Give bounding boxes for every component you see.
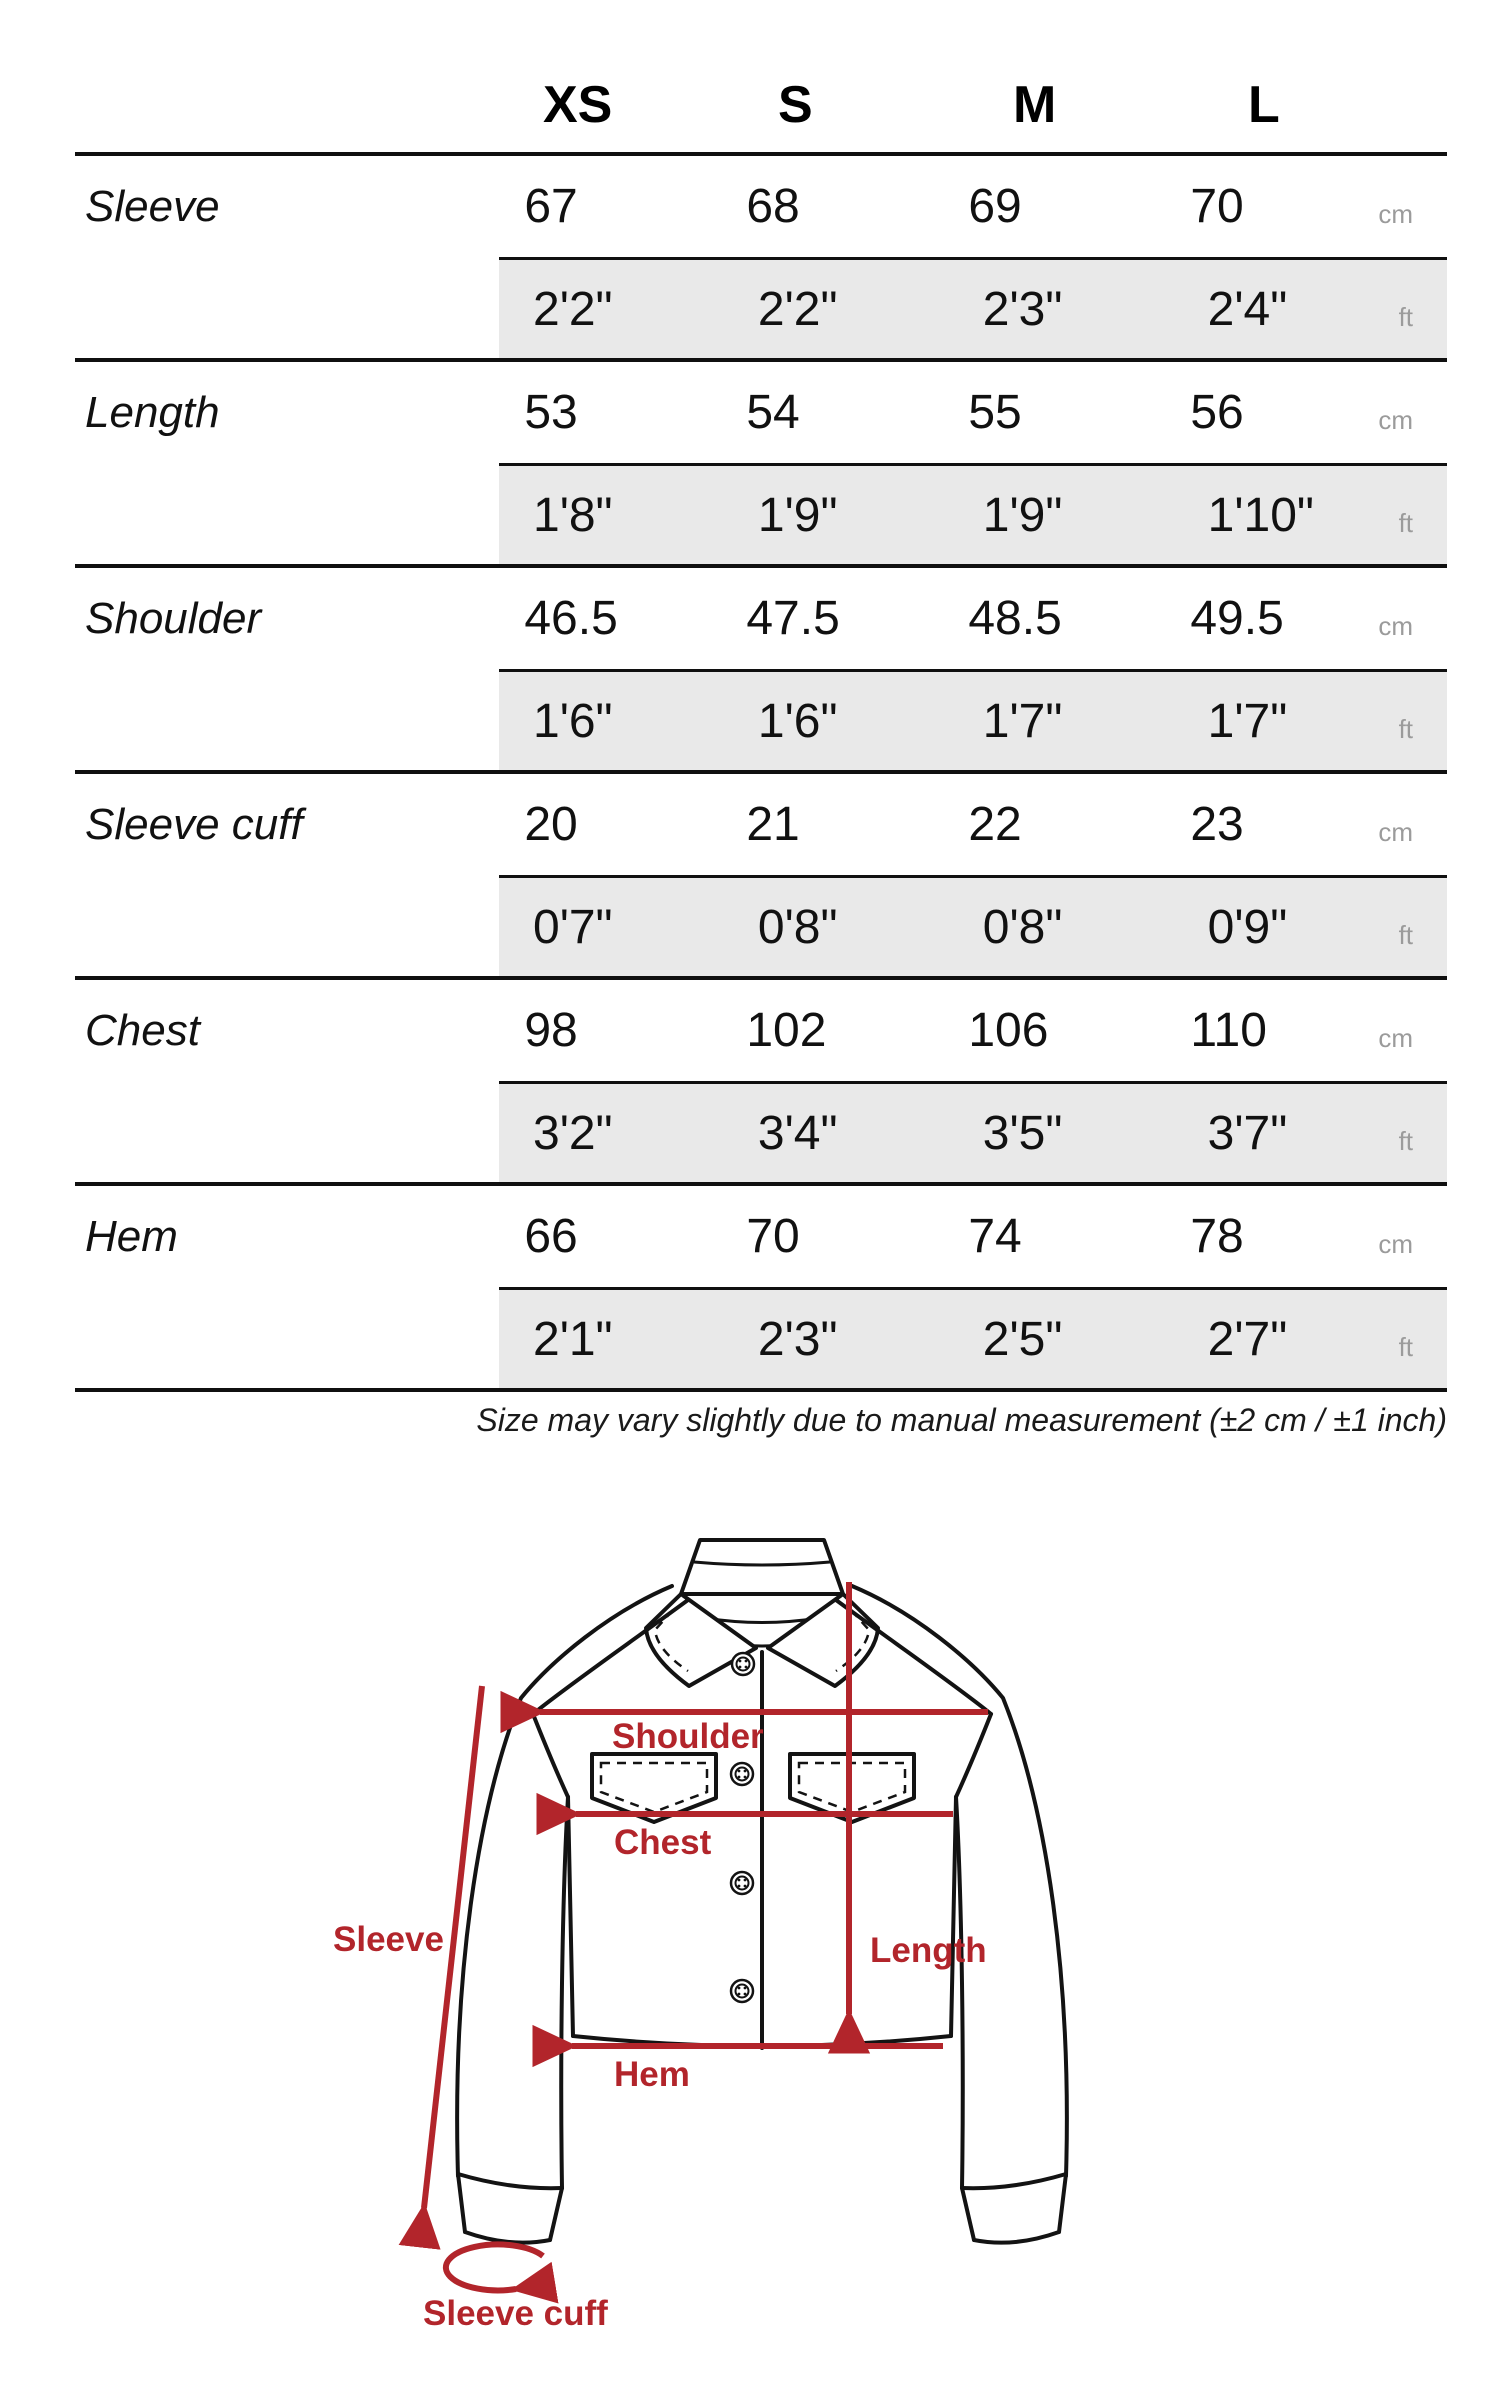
- size-header-s: S: [778, 76, 813, 134]
- cm-value: 53: [524, 386, 578, 439]
- measurement-label: Chest: [85, 1005, 200, 1055]
- cm-value: 110: [1190, 1004, 1267, 1057]
- unit-ft-label: ft: [1398, 507, 1414, 538]
- unit-ft-label: ft: [1398, 301, 1414, 332]
- cm-value: 49.5: [1190, 592, 1284, 645]
- unit-ft-label: ft: [1398, 713, 1414, 744]
- unit-ft-label: ft: [1398, 919, 1414, 950]
- ft-value: 3'5": [982, 1106, 1063, 1160]
- unit-cm-label: cm: [1378, 817, 1414, 847]
- cm-value: 47.5: [746, 592, 840, 645]
- ft-value: 1'7": [982, 694, 1063, 748]
- sleeve-label: Sleeve: [333, 1920, 444, 1959]
- jacket-buttons: [731, 1653, 754, 2002]
- cm-value: 48.5: [968, 592, 1062, 645]
- ft-value: 1'9": [757, 488, 838, 542]
- unit-cm-label: cm: [1378, 1229, 1414, 1259]
- button: [731, 1763, 753, 1785]
- hem-label: Hem: [614, 2055, 690, 2094]
- ft-value: 0'9": [1207, 900, 1288, 954]
- jacket-right-sleeve: [836, 1586, 1067, 2243]
- measurement-label: Length: [85, 387, 220, 437]
- shoulder-label: Shoulder: [612, 1717, 764, 1756]
- cm-value: 106: [968, 1004, 1049, 1057]
- unit-ft-label: ft: [1398, 1331, 1414, 1362]
- cm-value: 46.5: [524, 592, 618, 645]
- ft-value: 2'2": [757, 282, 838, 336]
- ft-value: 2'1": [533, 1312, 613, 1366]
- cm-value: 74: [968, 1210, 1022, 1263]
- unit-ft-label: ft: [1398, 1125, 1414, 1156]
- cm-value: 98: [524, 1004, 578, 1057]
- ft-value: 0'8": [757, 900, 838, 954]
- unit-cm-label: cm: [1378, 405, 1414, 435]
- ft-value: 3'2": [533, 1106, 613, 1160]
- sleeve-cuff-loop-arrow: [446, 2244, 543, 2290]
- ft-value: 2'4": [1207, 282, 1288, 336]
- measurement-note: Size may vary slightly due to manual measurement (±2 cm / ±1 inch): [476, 1402, 1447, 1438]
- ft-value: 1'7": [1207, 694, 1288, 748]
- measurement-label: Sleeve cuff: [85, 799, 303, 849]
- cm-value: 56: [1190, 386, 1244, 439]
- ft-value: 1'6": [757, 694, 838, 748]
- cm-value: 21: [746, 798, 800, 851]
- ft-value: 1'9": [982, 488, 1063, 542]
- unit-cm-label: cm: [1378, 199, 1414, 229]
- sleeve-cuff-label: Sleeve cuff: [423, 2294, 608, 2333]
- cm-value: 54: [746, 386, 800, 439]
- ft-value: 2'3": [757, 1312, 838, 1366]
- ft-value: 1'8": [533, 488, 613, 542]
- cm-value: 69: [968, 180, 1022, 233]
- cm-value: 68: [746, 180, 800, 233]
- cm-value: 102: [746, 1004, 827, 1057]
- ft-value: 3'4": [757, 1106, 838, 1160]
- unit-cm-label: cm: [1378, 611, 1414, 641]
- button: [731, 1872, 753, 1894]
- measurement-label: Shoulder: [85, 593, 262, 643]
- size-header-xs: XS: [543, 76, 613, 134]
- measurement-label: Hem: [85, 1211, 178, 1261]
- ft-value: 3'7": [1207, 1106, 1288, 1160]
- cm-value: 20: [524, 798, 578, 851]
- measurement-label: Sleeve: [85, 181, 220, 231]
- cm-value: 70: [1190, 180, 1244, 233]
- cm-value: 22: [968, 798, 1022, 851]
- ft-value: 1'10": [1207, 488, 1314, 542]
- ft-value: 0'7": [533, 900, 613, 954]
- ft-value: 0'8": [982, 900, 1063, 954]
- cm-value: 66: [524, 1210, 578, 1263]
- cm-value: 23: [1190, 798, 1244, 851]
- length-label: Length: [870, 1931, 987, 1970]
- ft-value: 2'2": [533, 282, 613, 336]
- jacket-left-sleeve: [457, 1586, 688, 2243]
- ft-value: 2'3": [982, 282, 1063, 336]
- cm-value: 67: [524, 180, 578, 233]
- measurement-annotations: [333, 1582, 988, 2333]
- ft-value: 2'5": [982, 1312, 1063, 1366]
- ft-value: 1'6": [533, 694, 613, 748]
- button: [731, 1980, 753, 2002]
- size-header-m: M: [1013, 76, 1057, 134]
- size-header-l: L: [1248, 76, 1280, 134]
- chest-label: Chest: [614, 1823, 712, 1862]
- ft-value: 2'7": [1207, 1312, 1288, 1366]
- cm-value: 70: [746, 1210, 800, 1263]
- unit-cm-label: cm: [1378, 1023, 1414, 1053]
- cm-value: 55: [968, 386, 1022, 439]
- button: [732, 1653, 754, 1675]
- cm-value: 78: [1190, 1210, 1244, 1263]
